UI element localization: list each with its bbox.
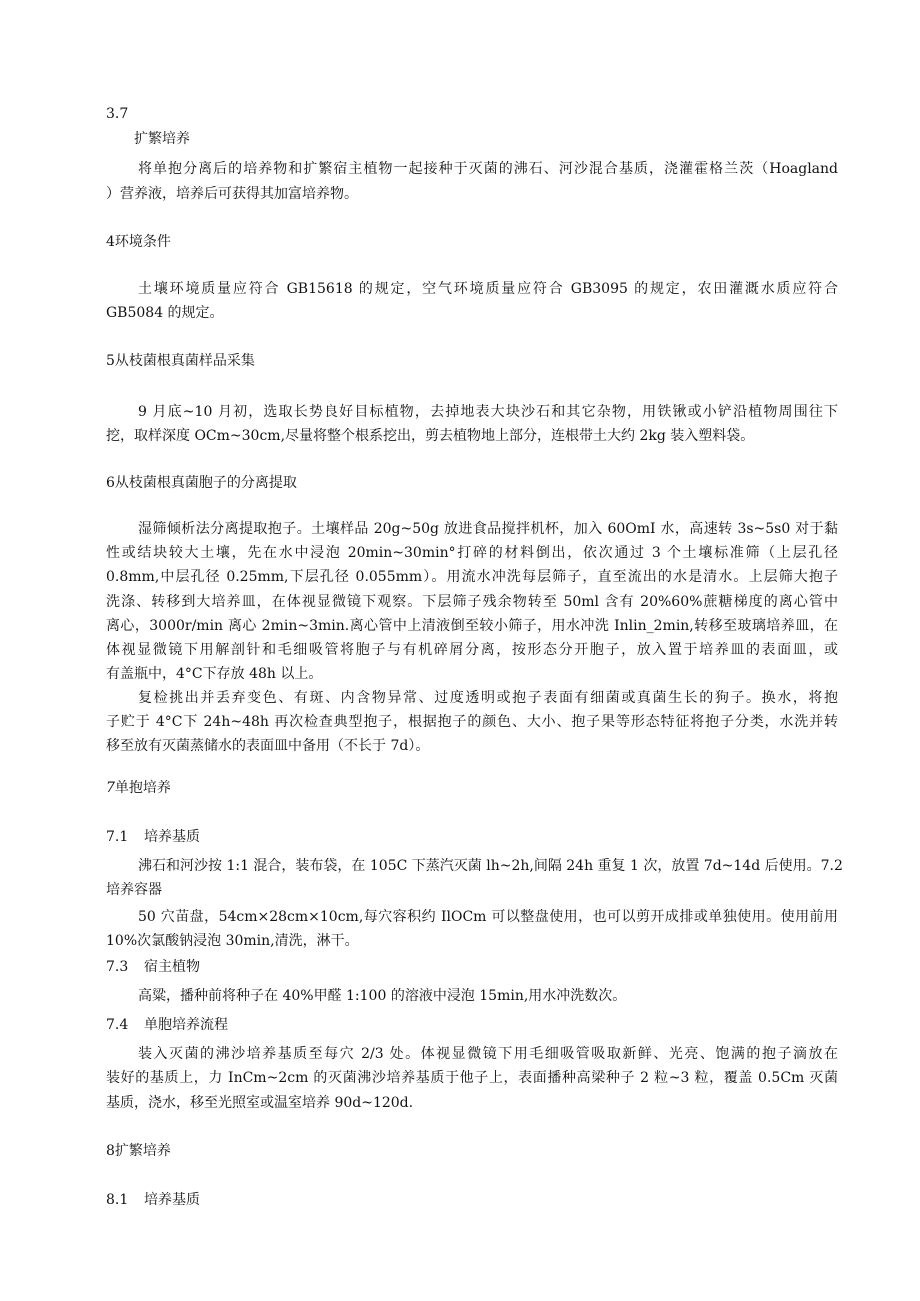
paragraph-line: 沸石和河沙按 1:1 混合，装布袋，在 105C 下蒸汽灭菌 lh~2h,间隔 24h 重复 1 次，放置 7d~14d 后使用。7.2 [138, 858, 843, 874]
subsection-number: 7.1 [106, 829, 129, 845]
subsection-heading [106, 1017, 838, 1033]
section-heading: 5从枝菌根真菌样品采集 [106, 353, 255, 369]
section-heading [106, 780, 838, 796]
subsection-title: 单胞培养流程 [144, 1017, 228, 1033]
subsection-title: 培养基质 [144, 1192, 200, 1208]
paragraph-line: 复检挑出并丢弃变色、有斑、内含物异常、过度透明或抱子表面有细菌或真菌生长的狗子。换水，将抱 [138, 690, 838, 706]
paragraph-line: 子贮于 4°C下 24h~48h 再次检查典型抱子，根据抱子的颜色、大小、抱子果等形态特征将抱子分类，水洗并转 [106, 714, 838, 730]
paragraph-line: 高粱，播种前将种子在 40%甲醛 1:100 的溶液中浸泡 15min,用水冲洗数次。 [138, 988, 627, 1004]
subsection-number: 7.4 [106, 1017, 129, 1033]
paragraph-line: 10%次氯酸钠浸泡 30min,清洗，淋干。 [106, 933, 359, 949]
subsection-heading [106, 959, 838, 975]
section-number: 3.7 [106, 106, 129, 122]
section-title: 扩繁培养 [134, 131, 190, 147]
section-heading: 8扩繁培养 [106, 1143, 171, 1159]
paragraph-line: 湿筛倾析法分离提取抱子。土壤样品 20g~50g 放进食品搅拌机杯，加入 60OmI 水，高速转 3s~5s0 对于黏 [138, 521, 838, 537]
subsection-title: 宿主植物 [144, 959, 200, 975]
paragraph-line: 有盖瓶中，4°C下存放 48h 以上。 [106, 666, 323, 682]
paragraph-line: 基质，浇水，移至光照室或温室培养 90d~120d. [106, 1095, 414, 1111]
paragraph-line: 培养容器 [106, 882, 162, 898]
section-heading-text: 单抱培养 [114, 780, 171, 796]
paragraph-line: 体视显微镜下用解剖针和毛细吸管将胞子与有机碎屑分离，按形态分开胞子，放入置于培养皿的表面皿，或 [106, 642, 838, 658]
paragraph-line: 装好的基质上，力 InCm~2cm 的灭菌沸沙培养基质于他子上，表面播种高梁种子 2 粒~3 粒，覆盖 0.5Cm 灭菌 [106, 1070, 838, 1086]
paragraph-line: ）营养液，培养后可获得其加富培养物。 [106, 186, 358, 202]
section-heading: 4环境条件 [106, 234, 171, 250]
paragraph-line: GB5084 的规定。 [106, 305, 224, 321]
paragraph-line: 50 穴苗盘，54cm×28cm×10cm,每穴容积约 IlOCm 可以整盘使用，也可以剪开成排或单独使用。使用前用 [138, 909, 838, 925]
subsection-heading [106, 1192, 838, 1208]
paragraph-line: 土壤环境质量应符合 GB15618 的规定，空气环境质量应符合 GB3095 的规定，农田灌溉水质应符合 [138, 281, 838, 297]
paragraph-line: 将单抱分离后的培养物和扩繁宿主植物一起接种于灭菌的沸石、河沙混合基质，浇灌霍格兰茨（Hoagland [138, 161, 838, 177]
subsection-number: 8.1 [106, 1192, 129, 1208]
subsection-number: 7.3 [106, 959, 129, 975]
paragraph-line: 装入灭菌的沸沙培养基质至每穴 2/3 处。体视显微镜下用毛细吸管吸取新鲜、光亮、饱满的抱子滴放在 [138, 1046, 838, 1062]
section-heading-number: 7 [106, 780, 115, 796]
subsection-title: 培养基质 [144, 829, 200, 845]
subsection-heading [106, 829, 838, 845]
section-heading: 6从枝菌根真菌胞子的分离提取 [106, 475, 297, 491]
paragraph-line: 洗涤、转移到大培养皿，在体视显微镜下观察。下层筛子残余物转至 50ml 含有 20%60%蔗糖梯度的离心管中 [106, 594, 838, 610]
paragraph-line: 性或结块较大土壤，先在水中浸泡 20min~30min°打碎的材料倒出，依次通过 3 个土壤标准筛（上层孔径 [106, 545, 838, 561]
paragraph-line: 移至放有灭菌蒸储水的表面皿中备用（不长于 7d）。 [106, 738, 430, 754]
paragraph-line: 挖，取样深度 OCm~30cm,尽量将整个根系挖出，剪去植物地上部分，连根带土大约 2kg 装入塑料袋。 [106, 428, 755, 444]
paragraph-line: 9 月底~10 月初，选取长势良好目标植物，去掉地表大块沙石和其它杂物，用铁锹或小铲沿植物周围往下 [138, 404, 838, 420]
paragraph-line: 0.8mm,中层孔径 0.25mm,下层孔径 0.055mm）。用流水冲洗每层筛子，直至流出的水是清水。上层筛大抱子 [106, 569, 838, 585]
paragraph-line: 离心，3000r/min 离心 2min~3min.离心管中上清液倒至较小筛子，用水冲洗 Inlin_2min,转移至玻璃培养皿，在 [106, 618, 838, 634]
